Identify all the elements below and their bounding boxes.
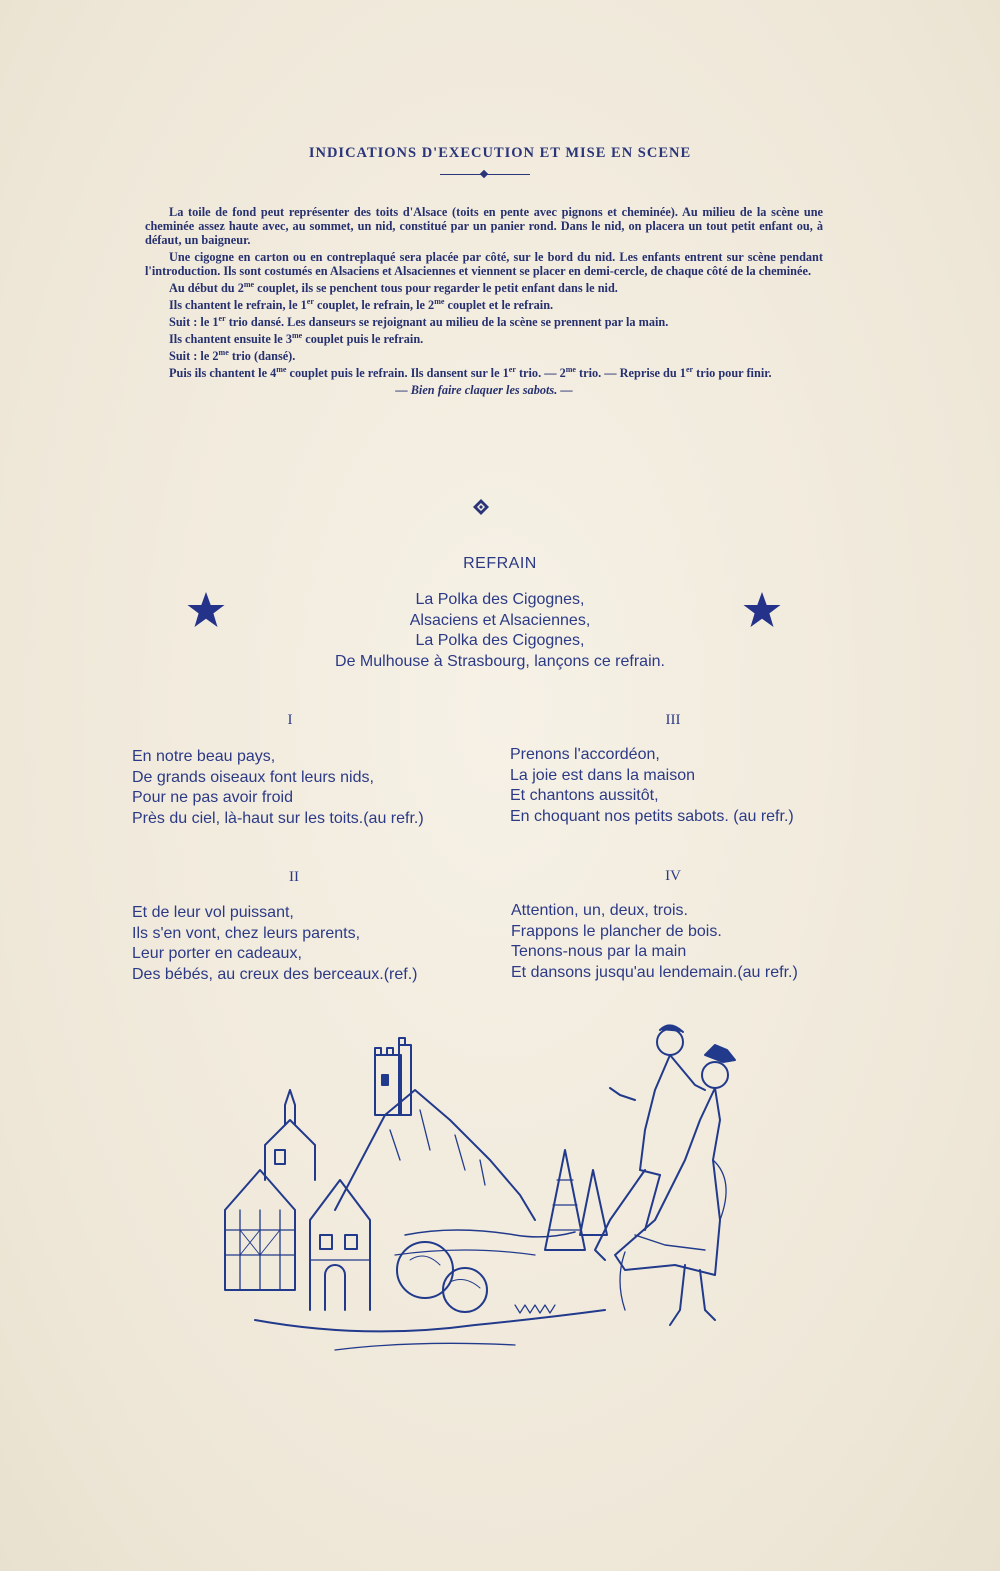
verse-line: Ils s'en vont, chez leurs parents,	[132, 924, 361, 942]
instruction-paragraph: Au début du $2^{me}$ couplet, ils se penchent tous pour regarder le petit enfant dans le nid.	[169, 279, 618, 295]
refrain-lyrics	[0, 590, 1000, 672]
verse-line: Frappons le plancher de bois.	[511, 922, 722, 940]
verse-lyrics	[511, 901, 798, 983]
instruction-paragraph: Suit : le 1er trio dansé. Les danseurs se rejoignant au milieu de la scène se prennent par la main.	[169, 313, 669, 329]
verse-number: IV	[665, 868, 681, 884]
verse-line: De grands oiseaux font leurs nids,	[132, 768, 374, 786]
instruction-paragraph: Ils chantent ensuite le $3^{me}$ couplet puis le refrain.	[169, 330, 424, 346]
diamond-ornament-icon	[473, 499, 489, 515]
verse-line: Et de leur vol puissant,	[132, 904, 294, 921]
refrain-line: La Polka des Cigognes,	[415, 632, 585, 649]
verse-line: Pour ne pas avoir froid	[132, 789, 293, 806]
instruction-paragraph: La toile de fond peut représenter des toits d'Alsace (toits en pente avec pignons et cheminée). Au milieu de la scène une cheminée assez haute avec, au sommet, un nid, constitué par un panier rond. Dans le nid, on placera un tout petit enfant ou, à défaut, un baigneur.	[145, 205, 823, 247]
instruction-paragraph: Ils chantent le refrain, le 1er couplet, le refrain, le $2^{me}$ couplet et le refrain.	[169, 296, 554, 312]
refrain-line: Alsaciens et Alsaciennes,	[409, 611, 591, 629]
instruction-paragraph: Puis ils chantent le $4^{me}$ couplet puis le refrain. Ils dansent sur le 1er trio. — $2^{me}$ trio. — Reprise du 1er trio pour finir.	[169, 364, 772, 380]
instruction-note: — Bien faire claquer les sabots. —	[395, 383, 573, 397]
verse-number: III	[665, 712, 681, 728]
verse-lyrics	[132, 747, 424, 829]
verse-line: Près du ciel, là-haut sur les toits.(au refr.)	[132, 809, 424, 827]
instruction-paragraph: Une cigogne en carton ou en contreplaqué sera placée par côté, sur le bord du nid. Les enfants entrent sur scène pendant l'introduction. Ils sont costumés en Alsaciens et Alsaciennes et viennent se placer en demi-cercle, de chaque côté de la cheminée.	[145, 250, 823, 278]
refrain-line: La Polka des Cigognes,	[415, 591, 585, 608]
verse-line: Prenons l'accordéon,	[510, 746, 660, 763]
verse-line: Leur porter en cadeaux,	[132, 945, 302, 962]
verse-line: Et dansons jusqu'au lendemain.(au refr.)	[511, 963, 798, 981]
verse-lyrics	[132, 903, 417, 985]
heading-diamond-ornament	[480, 170, 488, 178]
refrain-line: De Mulhouse à Strasbourg, lançons ce refrain.	[335, 652, 665, 670]
verse-line: En choquant nos petits sabots. (au refr.)	[510, 807, 794, 825]
instruction-paragraph: Suit : le $2^{me}$ trio (dansé).	[169, 347, 296, 363]
alsace-village-illustration	[215, 1020, 855, 1360]
verse-lyrics	[510, 745, 794, 827]
verse-line: Attention, un, deux, trois.	[511, 902, 688, 919]
verse-line: Des bébés, au creux des berceaux.(ref.)	[132, 965, 418, 983]
instructions-heading: INDICATIONS D'EXECUTION ET MISE EN SCENE	[308, 145, 692, 161]
verse-line: La joie est dans la maison	[510, 766, 695, 784]
verse-line: Tenons-nous par la main	[511, 943, 687, 960]
verse-line: Et chantons aussitôt,	[510, 787, 659, 804]
verse-number: II	[289, 869, 299, 885]
staging-instructions	[145, 205, 823, 400]
verse-number: I	[287, 712, 293, 728]
refrain-title: REFRAIN	[463, 555, 537, 572]
verse-line: En notre beau pays,	[132, 748, 276, 765]
